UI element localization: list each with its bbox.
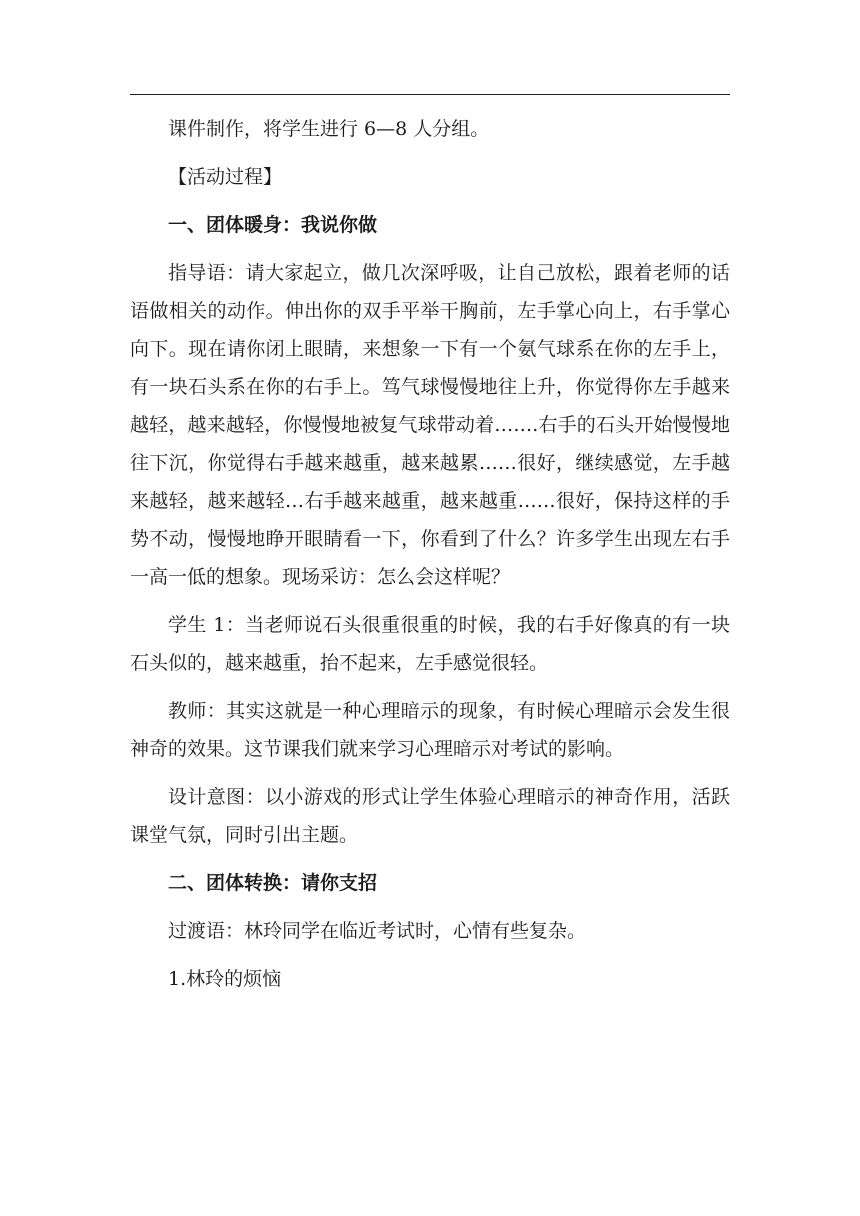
paragraph-student-1: 学生 1：当老师说石头很重很重的时候，我的右手好像真的有一块石头似的，越来越重，抬不起来，左手感觉很轻。 bbox=[130, 614, 730, 674]
heading-section-1: 一、团体暖身：我说你做 bbox=[168, 214, 378, 236]
paragraph-design-intent: 设计意图：以小游戏的形式让学生体验心理暗示的神奇作用，活跃课堂气氛，同时引出主题。 bbox=[130, 786, 730, 846]
heading-section-2: 二、团体转换：请你支招 bbox=[168, 872, 378, 894]
section-label-activity-process: 【活动过程】 bbox=[168, 166, 283, 188]
subheading-lin-ling-worries: 1.林玲的烦恼 bbox=[168, 968, 282, 990]
paragraph-teacher: 教师：其实这就是一种心理暗示的现象，有时候心理暗示会发生很神奇的效果。这节课我们就来学习心理暗示对考试的影响。 bbox=[130, 700, 730, 760]
document-body bbox=[130, 110, 730, 1008]
paragraph-guidance: 指导语：请大家起立，做几次深呼吸，让自己放松，跟着老师的话语做相关的动作。伸出你的双手平举干胸前，左手掌心向上，右手掌心向下。现在请你闭上眼睛，来想象一下有一个氨气球系在你的左手上，有一块石头系在你的右手上。笃气球慢慢地往上升，你觉得你左手越来越轻，越来越轻，你慢慢地被复气球带动着…….右手的石头开始慢慢地往下沉，你觉得右手越来越重，越来越累……很好，继续感觉，左手越来越轻，越来越轻…右手越来越重，越来越重……很好，保持这样的手势不动，慢慢地睁开眼睛看一下，你看到了什么？许多学生出现左右手一高一低的想象。现场采访：怎么会这样呢？ bbox=[130, 262, 730, 588]
header-rule bbox=[130, 94, 730, 95]
paragraph-prep: 课件制作，将学生进行 6—8 人分组。 bbox=[168, 118, 490, 140]
paragraph-transition: 过渡语：林玲同学在临近考试时，心情有些复杂。 bbox=[168, 920, 587, 942]
